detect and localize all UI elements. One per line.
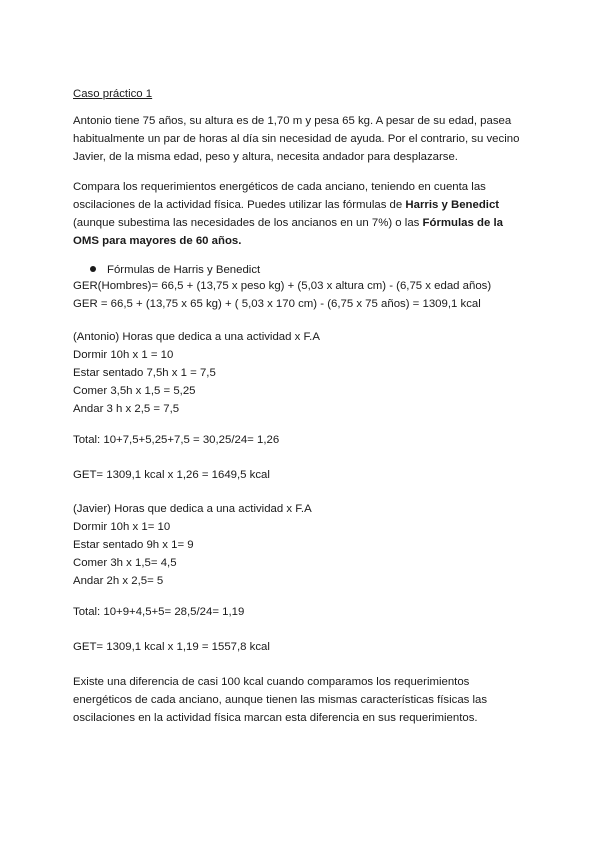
- intro-line: habitualmente un par de horas al día sin necesidad de ayuda. Por el contrario, su vecino: [73, 133, 520, 145]
- antonio-row: Comer 3,5h x 1,5 = 5,25: [73, 385, 196, 397]
- case-title-block: [73, 85, 533, 103]
- task-bold-oms: Fórmulas de la: [422, 217, 503, 229]
- conclusion-line: Existe una diferencia de casi 100 kcal cuando comparamos los requerimientos: [73, 676, 470, 688]
- javier-row: Estar sentado 9h x 1= 9: [73, 539, 194, 551]
- task-paragraph: [73, 178, 533, 250]
- task-text: (aunque subestima las necesidades de los ancianos en un 7%) o las: [73, 217, 423, 229]
- javier-total: Total: 10+9+4,5+5= 28,5/24= 1,19: [73, 606, 245, 618]
- antonio-total: Total: 10+7,5+5,25+7,5 = 30,25/24= 1,26: [73, 434, 280, 446]
- intro-line: Antonio tiene 75 años, su altura es de 1,70 m y pesa 65 kg. A pesar de su edad, pasea: [73, 115, 512, 127]
- ger-block: [73, 277, 533, 313]
- antonio-get: GET= 1309,1 kcal x 1,26 = 1649,5 kcal: [73, 469, 270, 481]
- intro-line: Javier, de la misma edad, peso y altura, necesita andador para desplazarse.: [73, 151, 458, 163]
- task-line: [73, 232, 533, 250]
- antonio-header: (Antonio) Horas que dedica a una actividad x F.A: [73, 331, 320, 343]
- javier-block: [73, 500, 533, 590]
- bullet-dot-icon: [90, 266, 96, 272]
- case-title: Caso práctico 1: [73, 88, 153, 100]
- task-line: Compara los requerimientos energéticos de cada anciano, teniendo en cuenta las: [73, 181, 486, 193]
- antonio-row: Dormir 10h x 1 = 10: [73, 349, 174, 361]
- task-text: oscilaciones de la actividad física. Puedes utilizar las fórmulas de: [73, 199, 406, 211]
- javier-get: GET= 1309,1 kcal x 1,19 = 1557,8 kcal: [73, 641, 270, 653]
- intro-paragraph: [73, 112, 533, 166]
- conclusion-line: oscilaciones en la actividad física marcan esta diferencia en sus requerimientos.: [73, 712, 478, 724]
- javier-row: Comer 3h x 1,5= 4,5: [73, 557, 177, 569]
- conclusion-line: energéticos de cada anciano, aunque tienen las mismas características físicas las: [73, 694, 488, 706]
- ger-calculation: GER = 66,5 + (13,75 x 65 kg) + ( 5,03 x 170 cm) - (6,75 x 75 años) = 1309,1 kcal: [73, 298, 481, 310]
- task-bold-harris: Harris y Benedict: [405, 199, 500, 211]
- javier-header: (Javier) Horas que dedica a una actividad x F.A: [73, 503, 312, 515]
- antonio-get-block: [73, 466, 533, 484]
- antonio-block: [73, 328, 533, 418]
- bullet-label: Fórmulas de Harris y Benedict: [107, 264, 261, 276]
- conclusion-paragraph: [73, 673, 533, 727]
- javier-get-block: [73, 638, 533, 656]
- javier-row: Andar 2h x 2,5= 5: [73, 575, 164, 587]
- task-line: [73, 196, 533, 214]
- task-bold-oms-cont: OMS para mayores de 60 años.: [73, 235, 242, 247]
- antonio-total-block: [73, 431, 533, 449]
- javier-row: Dormir 10h x 1= 10: [73, 521, 171, 533]
- antonio-row: Estar sentado 7,5h x 1 = 7,5: [73, 367, 216, 379]
- javier-total-block: [73, 603, 533, 621]
- antonio-row: Andar 3 h x 2,5 = 7,5: [73, 403, 180, 415]
- ger-formula: GER(Hombres)= 66,5 + (13,75 x peso kg) + (5,03 x altura cm) - (6,75 x edad años): [73, 280, 492, 292]
- task-line: [73, 214, 533, 232]
